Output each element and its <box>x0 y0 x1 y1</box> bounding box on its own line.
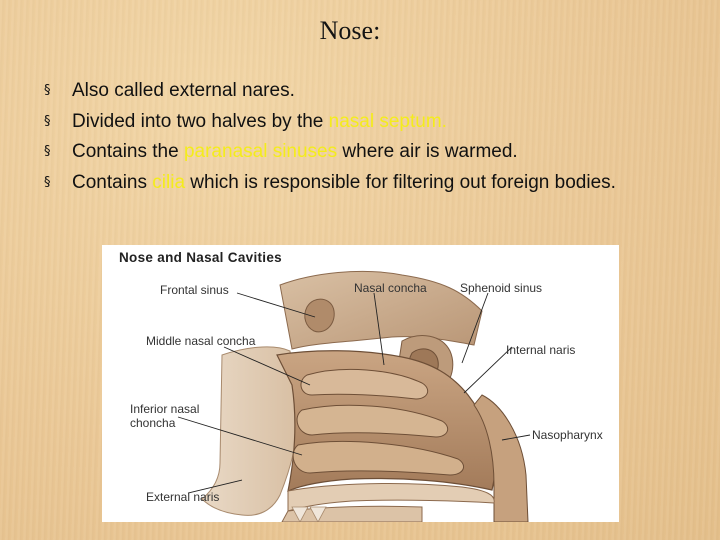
bullet-item <box>44 168 664 199</box>
bullet-marker: § <box>44 113 51 129</box>
bullet-text: Also called external nares. <box>72 80 295 101</box>
highlighted-term: paranasal sinuses <box>183 141 338 162</box>
label-inferior-nasal-concha-line2: choncha <box>130 416 176 430</box>
bullet-marker: § <box>44 83 51 98</box>
figure-title: Nose and Nasal Cavities <box>119 250 282 265</box>
bullet-marker: § <box>44 144 51 159</box>
bullet-marker: § <box>44 174 51 190</box>
label-middle-nasal-concha: Middle nasal concha <box>146 334 256 348</box>
label-internal-naris: Internal naris <box>506 343 576 357</box>
bullet-item <box>44 76 664 107</box>
label-nasopharynx: Nasopharynx <box>532 428 603 442</box>
bullet-text: where air is warmed. <box>337 141 518 162</box>
label-inferior-nasal-concha-line1: Inferior nasal <box>130 402 200 416</box>
bullet-text: Contains <box>72 171 153 193</box>
bullet-item <box>44 137 664 168</box>
bullet-item <box>44 107 664 138</box>
bullet-list <box>44 76 664 198</box>
label-nasal-concha: Nasal concha <box>354 281 427 295</box>
bullet-text: which is responsible for filtering out foreign bodies. <box>185 171 616 193</box>
slide-title: Nose: <box>319 16 381 45</box>
nasal-cavity-figure <box>102 245 619 522</box>
label-sphenoid-sinus: Sphenoid sinus <box>460 281 543 295</box>
label-frontal-sinus: Frontal sinus <box>160 283 229 297</box>
bullet-text: Divided into two halves by the <box>72 110 329 132</box>
bullet-text: Contains the <box>72 141 184 162</box>
highlighted-term: nasal septum. <box>328 110 447 132</box>
highlighted-term: cilia <box>152 171 186 193</box>
label-external-naris: External naris <box>146 490 220 504</box>
